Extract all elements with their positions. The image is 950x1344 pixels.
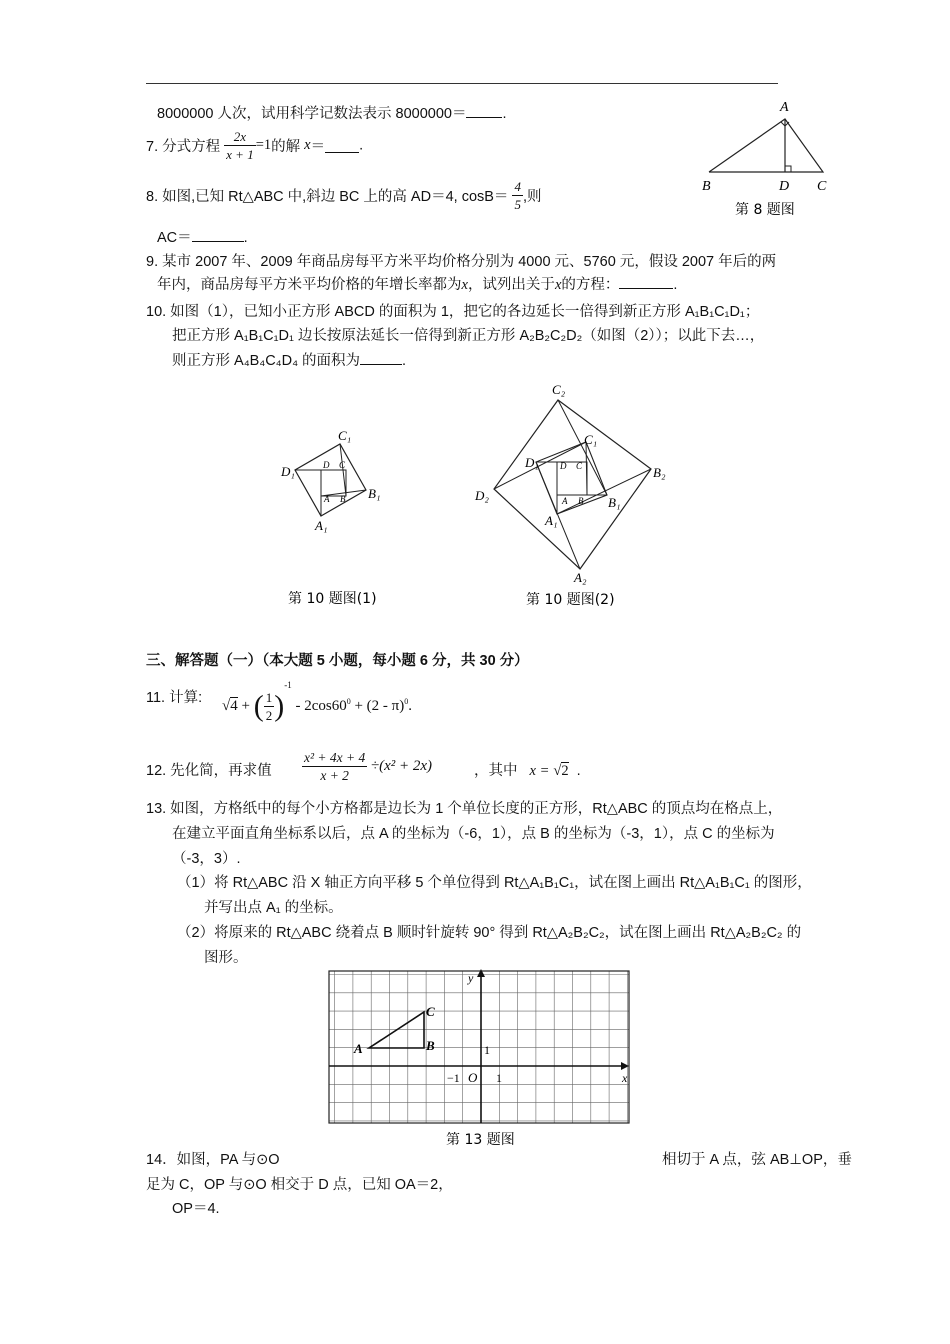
- q11-sqrt: √4: [222, 698, 238, 715]
- q13-sub2-line1: （2）将原来的 Rt△ABC 绕着点 B 顺时针旋转 90° 得到 Rt△A₂B₂C₂，试在图上画出 Rt△A₂B₂C₂ 的: [177, 925, 802, 941]
- q10-line3: [172, 349, 406, 370]
- q9-var: x: [461, 277, 468, 293]
- q7-eq: ＝: [310, 139, 326, 155]
- q8-suffix: ,则: [522, 189, 542, 205]
- q9-line2-mid: ，试列出关于: [467, 277, 555, 293]
- question-8: [146, 178, 542, 213]
- grid: [329, 971, 629, 1123]
- fig10a-label-c1: C₁: [338, 428, 352, 443]
- fig13-caption: 第 13 题图: [446, 1132, 515, 1148]
- answer-blank: [325, 138, 359, 153]
- answer-blank: [466, 103, 502, 118]
- fig10b-label-d2: D₂: [475, 488, 489, 503]
- fig13-label-one-y: 1: [484, 1043, 490, 1057]
- fig8-label-d: D: [779, 179, 790, 194]
- question-6-tail: [157, 102, 507, 123]
- fig10b-label-b1: B₁: [608, 495, 621, 510]
- fig10a-label-a1: A₁: [315, 518, 328, 533]
- q13-line2: 在建立平面直角坐标系以后，点 A 的坐标为（-6，1），点 B 的坐标为（-3，1），点 C 的坐标为: [172, 826, 775, 842]
- fig8-label-b: B: [702, 179, 711, 194]
- fig10a-label-a: A: [324, 494, 330, 504]
- q13-line1: 13. 如图，方格纸中的每个小方格都是边长为 1 个单位长度的正方形，Rt△ABC 的顶点均在格点上，: [146, 801, 783, 817]
- ext-d1: [494, 442, 586, 489]
- q6-text: 8000000 人次，试用科学记数法表示 8000000＝: [157, 106, 467, 122]
- grid-border: [329, 971, 629, 1123]
- q14-line2: 足为 C，OP 与⊙O 相交于 D 点，已知 OA＝2，: [146, 1177, 453, 1193]
- fig10b-label-c2: C₂: [552, 382, 566, 397]
- fig13-label-b: B: [426, 1038, 435, 1053]
- q8-line2: AC＝: [157, 230, 192, 246]
- square-a1b1c1d1: [295, 444, 366, 516]
- q11-fraction: [264, 689, 275, 724]
- q11-term3: - 2cos60: [295, 698, 347, 715]
- q11-deg: 0: [346, 697, 351, 706]
- figure-10-2: [470, 378, 680, 614]
- q11-plus2: +: [354, 698, 363, 715]
- q6-suffix: .: [502, 106, 507, 122]
- fig10b-label-c1: C₁: [584, 432, 598, 447]
- header-rule: [146, 83, 778, 84]
- fig10a-label-c: C: [339, 460, 346, 470]
- q8-frac-num: 4: [514, 179, 521, 194]
- q10-line2: 把正方形 A₁B₁C₁D₁ 边长按原法延长一倍得到新正方形 A₂B₂C₂D₂（如图（2））；以此下去…，: [172, 328, 765, 344]
- triangle-abc: [709, 119, 823, 172]
- q11-frac-den: 2: [265, 708, 273, 724]
- q12-expression: [302, 749, 432, 784]
- q11-label: 11. 计算:: [146, 690, 203, 706]
- q11-exp: -1: [284, 680, 292, 690]
- q7-frac-num: 2x: [224, 128, 256, 146]
- fig13-label-one-x: 1: [496, 1071, 502, 1085]
- fig10b-label-b2: B₂: [653, 465, 666, 480]
- x-axis-arrow: [621, 1062, 629, 1070]
- q11-exp4: 0: [404, 697, 409, 706]
- q13-sub1-line2: 并写出点 A₁ 的坐标。: [204, 900, 343, 916]
- q11-term4: (2 - π): [366, 698, 405, 715]
- q7-var: x: [304, 137, 311, 153]
- fig13-label-y: y: [468, 971, 474, 985]
- q12-sqrt-arg: 2: [561, 763, 569, 779]
- q13-sub1-line1: （1）将 Rt△ABC 沿 X 轴正方向平移 5 个单位得到 Rt△A₁B₁C₁，试在图上画出 Rt△A₁B₁C₁ 的图形，: [177, 875, 812, 891]
- fig10b-label-a: A: [562, 496, 568, 506]
- fig10b-label-d: D: [560, 461, 567, 471]
- question-7: [146, 128, 363, 163]
- q7-rhs: =1: [255, 137, 272, 153]
- figure-13: [326, 966, 636, 1150]
- q10-suffix: .: [402, 353, 407, 369]
- q12-condition: [474, 759, 581, 780]
- fig13-label-o: O: [468, 1070, 478, 1085]
- section-title: 三、解答题（一）（本大题 5 小题，每小题 6 分，共 30 分）: [146, 653, 529, 669]
- q8-text: 8. 如图,已知 Rt△ABC 中,斜边 BC 上的高 AD＝4, cosB＝: [146, 189, 509, 205]
- ext-b1: [557, 469, 651, 514]
- y-axis-arrow: [477, 969, 485, 977]
- right-angle-mark-d: [785, 166, 791, 172]
- q8-fraction: [512, 178, 523, 213]
- q14-line3: OP＝4.: [172, 1201, 220, 1217]
- square-a1b1c1d1: [536, 442, 607, 514]
- fig10a-label-d1: D₁: [281, 464, 295, 479]
- q12-cond: x =: [529, 763, 550, 779]
- q13-sub2-line2: 图形。: [204, 950, 248, 966]
- q12-label: 12. 先化简，再求值: [146, 763, 272, 779]
- fig8-label-c: C: [817, 179, 827, 194]
- q11-expression: √4 + ( $\frac{1}{2}$ )$^{-1} - 2\cos 60^0 + (2 - \pi)^0$.: [222, 680, 412, 724]
- q9-suffix: .: [673, 277, 678, 293]
- answer-blank: [360, 350, 402, 365]
- q11-plus1: +: [241, 698, 250, 715]
- fig10b-label-d1: D₁: [525, 455, 539, 470]
- triangle-abc: [369, 1012, 424, 1048]
- square-abcd: [321, 470, 346, 496]
- answer-blank: [192, 227, 244, 242]
- q9-line2-mid2: 的方程：: [561, 277, 620, 293]
- fig10a-label-b1: B₁: [368, 486, 381, 501]
- fig10b-label-a2: A₂: [574, 570, 587, 585]
- fig10b-label-c: C: [576, 461, 583, 471]
- q7-suffix: .: [359, 137, 364, 154]
- q12-sqrt: √2: [553, 763, 569, 779]
- fig13-label-x: x: [622, 1071, 628, 1085]
- question-8-line2: [157, 226, 248, 247]
- q9-line2-prefix: 年内，商品房每平方米平均价格的年增长率都为: [157, 277, 462, 293]
- q12-frac-den: x + 2: [320, 768, 349, 783]
- answer-blank: [619, 274, 673, 289]
- q9-line1: 9. 某市 2007 年、2009 年商品房每平方米平均价格分别为 4000 元、5760 元，假设 2007 年后的两: [146, 254, 777, 270]
- q12-mid: ，其中: [474, 763, 518, 779]
- q14-line1b: 相切于 A 点，弦 AB⊥OP，垂: [662, 1152, 852, 1168]
- fig13-label-a: A: [354, 1041, 363, 1056]
- q10-line1: 10. 如图（1），已知小正方形 ABCD 的面积为 1，把它的各边延长一倍得到新正方形 A₁B₁C₁D₁；: [146, 304, 760, 320]
- q12-fraction: [302, 749, 367, 784]
- figure-10-1: [270, 418, 420, 614]
- q9-var-2: x: [554, 277, 562, 293]
- q12-divisor: ÷(x² + 2x): [370, 758, 433, 774]
- q11-sqrt-arg: 4: [230, 698, 238, 715]
- q11-frac-num: 1: [265, 690, 273, 706]
- fig10b-caption: 第 10 题图(2): [526, 592, 615, 608]
- q7-frac-den: x + 1: [226, 147, 254, 162]
- q14-line1a: 14．如图，PA 与⊙O: [146, 1152, 280, 1168]
- figure-8: [695, 94, 845, 220]
- fig13-label-neg1: −1: [447, 1071, 460, 1085]
- q11-end: .: [408, 698, 412, 714]
- q10-line3-prefix: 则正方形 A₄B₄C₄D₄ 的面积为: [172, 353, 361, 369]
- q7-label: 7. 分式方程: [146, 139, 221, 155]
- fig10a-label-d: D: [323, 460, 330, 470]
- q7-mid: 的解: [271, 139, 301, 155]
- fig10a-caption: 第 10 题图(1): [288, 591, 377, 607]
- ext-c: [586, 442, 587, 495]
- q13-line3: （-3，3）.: [172, 851, 241, 867]
- q9-line2: [157, 273, 677, 294]
- q12-frac-num: x² + 4x + 4: [304, 750, 366, 765]
- q8-line2-suffix: .: [243, 230, 248, 246]
- q8-frac-den: 5: [514, 197, 521, 212]
- q7-fraction: [224, 128, 256, 163]
- fig8-label-a: A: [780, 100, 789, 115]
- fig8-caption: 第 8 题图: [735, 202, 795, 218]
- fig10b-label-a1: A₁: [545, 513, 558, 528]
- square-a2b2c2d2: [494, 400, 651, 569]
- fig10a-label-b: B: [340, 494, 346, 504]
- ext-a1: [536, 462, 580, 569]
- q12-end: .: [576, 763, 581, 779]
- fig10b-label-b: B: [578, 496, 584, 506]
- fig13-label-c: C: [426, 1004, 435, 1019]
- ext-c1: [558, 400, 607, 495]
